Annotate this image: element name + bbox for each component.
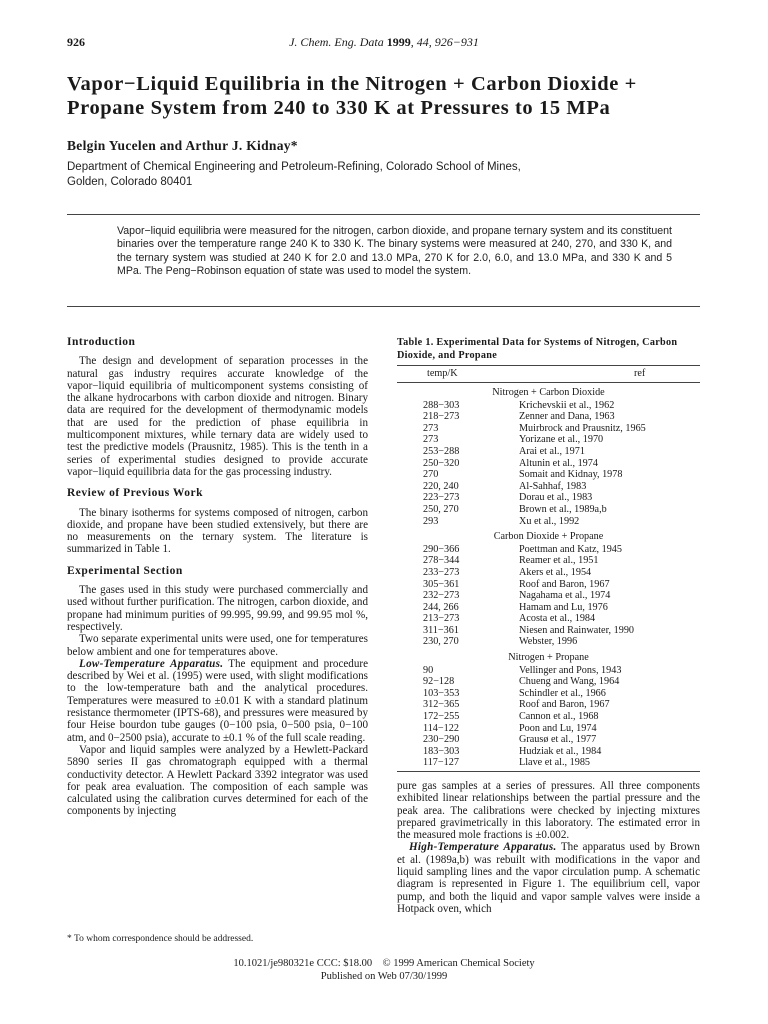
table-cell-ref: Cannon et al., 1968 — [519, 711, 599, 723]
table-group-label: Nitrogen + Propane — [508, 652, 589, 664]
table-row — [397, 469, 700, 481]
table-cell-ref: Krichevskii et al., 1962 — [519, 399, 615, 411]
table-cell-ref: Reamer et al., 1951 — [519, 555, 599, 567]
article-authors: Belgin Yucelen and Arthur J. Kidnay* — [67, 138, 298, 153]
experimental-paragraph-2: Two separate experimental units were used, one for temperatures below ambient and one for temperatures above. — [67, 633, 368, 658]
journal-volume: 44 — [416, 35, 429, 49]
table-1 — [397, 365, 700, 772]
table-row — [397, 723, 700, 735]
high-temp-heading: High-Temperature Apparatus. — [409, 841, 557, 854]
review-heading: Review of Previous Work — [67, 487, 203, 500]
table-col-ref: ref — [634, 368, 646, 379]
table-row — [397, 458, 700, 470]
table-cell-temp: 117−127 — [397, 757, 519, 771]
table-cell-ref: Niesen and Rainwater, 1990 — [519, 624, 635, 636]
abstract-bottom-rule — [67, 306, 700, 307]
journal-name: J. Chem. Eng. Data — [289, 35, 384, 49]
table-group-row — [397, 527, 700, 544]
table-row — [397, 665, 700, 677]
table-cell-ref: Roof and Baron, 1967 — [519, 578, 610, 590]
table-row — [397, 400, 700, 412]
table-row — [397, 625, 700, 637]
table-row — [397, 613, 700, 625]
footer-published: Published on Web 07/30/1999 — [320, 971, 448, 982]
table-cell-temp: 273 — [423, 422, 439, 434]
table-cell-ref: Poettman and Katz, 1945 — [519, 543, 622, 555]
table-cell-temp: 230−290 — [423, 734, 460, 746]
affiliation-line-2: Golden, Colorado 80401 — [67, 176, 193, 188]
journal-citation: J. Chem. Eng. Data 1999, 44, 926−931 — [289, 35, 479, 49]
table-row — [397, 423, 700, 435]
table-cell-ref: Dorau et al., 1983 — [519, 492, 593, 504]
table-header-row — [397, 366, 700, 383]
table-row — [397, 516, 700, 528]
author-affiliation — [67, 160, 667, 190]
table-cell-ref: Poon and Lu, 1974 — [519, 722, 597, 734]
abstract: Vapor−liquid equilibria were measured for the nitrogen, carbon dioxide, and propane ternary system and its constituent binaries over the temperature range 240 K to 330 K. The binary systems were measured at 240, 270, and 330 K, and the ternary system was studied at 240 K for 2.0 and 13.0 MPa, 270 K for 2.0, 6.0, and 13.0 MPa, and 330 K and 5 MPa. The Peng−Robinson equation of state was used to model the system. — [117, 225, 672, 277]
table-row — [397, 602, 700, 614]
experimental-paragraph-1: The gases used in this study were purchased commercially and used without further purification. The nitrogen, carbon dioxide, and propane had minimum purities of 99.995, 99.99, and 99.95 mol %, respectively. — [67, 584, 368, 633]
table-cell-ref: Webster, 1996 — [519, 636, 578, 648]
table-cell-ref: Zenner and Dana, 1963 — [519, 411, 615, 423]
table-row — [397, 688, 700, 700]
table-cell-temp: 172−255 — [423, 711, 460, 723]
table-cell-temp: 183−303 — [423, 745, 460, 757]
low-temp-heading: Low-Temperature Apparatus. — [79, 657, 224, 670]
table-row — [397, 636, 700, 648]
table-row — [397, 567, 700, 579]
table-cell-temp: 250, 270 — [423, 503, 459, 515]
table-cell-ref: Muirbrock and Prausnitz, 1965 — [519, 422, 646, 434]
table-cell-temp: 244, 266 — [423, 601, 459, 613]
table-cell-temp: 220, 240 — [423, 480, 459, 492]
table-cell-temp: 114−122 — [423, 722, 459, 734]
table-cell-ref: Brown et al., 1989a,b — [519, 503, 607, 515]
table-cell-temp: 223−273 — [423, 492, 460, 504]
table-group-row — [397, 648, 700, 665]
correspondence-footnote: * To whom correspondence should be addressed. — [67, 934, 254, 944]
table-cell-temp: 213−273 — [423, 613, 460, 625]
table-row — [397, 590, 700, 602]
table-cell-temp: 312−365 — [423, 699, 460, 711]
intro-heading: Introduction — [67, 336, 136, 348]
table-cell-temp: 92−128 — [423, 676, 455, 688]
table-cell-temp: 230, 270 — [423, 636, 459, 648]
table-cell-temp: 250−320 — [423, 457, 460, 469]
table-cell-ref: Akers et al., 1954 — [519, 566, 592, 578]
table-cell-temp: 90 — [423, 664, 434, 676]
journal-pages: 926−931 — [434, 35, 479, 49]
table-row — [397, 711, 700, 723]
table-group-row — [397, 383, 700, 400]
table-cell-temp: 278−344 — [423, 555, 460, 567]
table-cell-temp: 293 — [423, 515, 439, 527]
journal-year: 1999 — [386, 35, 411, 49]
table-cell-ref: Nagahama et al., 1974 — [519, 590, 611, 602]
table-row — [397, 699, 700, 711]
table-cell-temp: 311−361 — [423, 624, 459, 636]
review-paragraph: The binary isotherms for systems composed of nitrogen, carbon dioxide, and propane have been studied extensively, but there are no measurements on the ternary system. The literature is summarized in Table 1. — [67, 506, 368, 556]
table-cell-ref: Llave et al., 1985 — [519, 757, 700, 771]
table-row — [397, 411, 700, 423]
table-group-label: Carbon Dioxide + Propane — [493, 531, 604, 543]
table-cell-ref: Chueng and Wang, 1964 — [519, 676, 620, 688]
footer-doi: 10.1021/je980321e CCC: $18.00 © 1999 American Chemical Society — [233, 958, 535, 969]
table-cell-ref: Al-Sahhaf, 1983 — [519, 480, 587, 492]
table-row — [397, 544, 700, 556]
table-cell-temp: 305−361 — [423, 578, 460, 590]
high-temp-text: The apparatus used by Brown et al. (1989a,b) was rebuilt with modifications in the vapor and liquid sampling lines and the vapor circulation pump. A schematic diagram is represented in Figure 1. The equilibrium cell, vapor pump, and both the liquid and vapor sample valves were inside a Hotpack oven, which — [397, 841, 700, 915]
intro-paragraph: The design and development of separation processes in the natural gas industry requires accurate knowledge of the vapor−liquid equilibria of multicomponent systems consisting of the alkane hydrocarbons with carbon dioxide and nitrogen. Binary data are required for the development of thermodynamic models that are used for the prediction of phase equilibria in multicomponent mixtures, while ternary data are widely used to test the predictive models (Prausnitz, 1985). This is the tenth in a series of experimental studies designed to provide accurate vapor−liquid equilibria data for the gas processing industry. — [67, 355, 368, 478]
calibration-paragraph: pure gas samples at a series of pressures. All three components exhibited linear relationships between the partial pressure and the peak area. The calibrations were checked by injecting mixtures prepared gravimetrically in this laboratory. The estimated error in the measured mole fractions is ±0.002. — [397, 780, 700, 842]
table-cell-ref: Grausø et al., 1977 — [519, 734, 597, 746]
table-cell-temp: 290−366 — [423, 543, 460, 555]
table-row — [397, 746, 700, 758]
table-cell-ref: Hudziak et al., 1984 — [519, 745, 602, 757]
table-cell-ref: Hamam and Lu, 1976 — [519, 601, 608, 613]
table-row — [397, 734, 700, 746]
gc-paragraph: Vapor and liquid samples were analyzed by a Hewlett-Packard 5890 series II gas chromatograph equipped with a thermal conductivity detector. A Hewlett Packard 3392 integrator was used for peak area evaluation. The composition of each sample was calculated using the calibration curves determined for each of the components by injecting — [67, 743, 368, 818]
table-row — [397, 555, 700, 567]
table-cell-ref: Xu et al., 1992 — [519, 515, 580, 527]
table-cell-temp: 273 — [423, 434, 439, 446]
table-row — [397, 492, 700, 504]
table-cell-ref: Yorizane et al., 1970 — [519, 434, 604, 446]
table-row — [397, 434, 700, 446]
table-cell-temp: 253−288 — [423, 445, 460, 457]
table-1-caption: Table 1. Experimental Data for Systems of Nitrogen, Carbon Dioxide, and Propane — [397, 337, 678, 361]
table-row — [397, 676, 700, 688]
high-temp-paragraph — [397, 841, 700, 915]
affiliation-line-1: Department of Chemical Engineering and Petroleum-Refining, Colorado School of Mines, — [67, 161, 521, 173]
table-cell-temp: 232−273 — [423, 590, 460, 602]
table-cell-temp: 270 — [423, 469, 439, 481]
table-cell-ref: Vellinger and Pons, 1943 — [519, 664, 622, 676]
table-row — [397, 757, 700, 771]
right-column — [397, 780, 700, 915]
table-cell-ref: Arai et al., 1971 — [519, 445, 585, 457]
low-temp-paragraph — [67, 658, 368, 744]
article-title: Vapor−Liquid Equilibria in the Nitrogen + Carbon Dioxide + Propane System from 240 to 330 K at Pressures to 15 MPa — [67, 73, 637, 119]
left-column — [67, 336, 368, 818]
table-row — [397, 481, 700, 493]
table-row — [397, 446, 700, 458]
table-row — [397, 579, 700, 591]
low-temp-text: The equipment and procedure described by Wei et al. (1995) were used, with slight modifications to the low-temperature bath and the analytical procedures. Temperatures were measured to ±0.01 K with a standard platinum resistance thermometer (IPTS-68), and pressures were measured by four Heise bourdon tube gauges (0−100 psia, 0−500 psia, 0−100 atm, and 0−2500 psia), accurate to ±0.1 % of the full scale reading. — [67, 657, 368, 744]
table-col-temp: temp/K — [427, 368, 458, 379]
table-cell-temp: 233−273 — [423, 566, 460, 578]
table-cell-ref: Acosta et al., 1984 — [519, 613, 596, 625]
experimental-heading: Experimental Section — [67, 564, 183, 577]
table-cell-ref: Somait and Kidnay, 1978 — [519, 469, 623, 481]
table-cell-temp: 103−353 — [423, 687, 460, 699]
table-row — [397, 504, 700, 516]
page-number: 926 — [67, 35, 85, 49]
table-cell-ref: Altunin et al., 1974 — [519, 457, 598, 469]
table-cell-ref: Roof and Baron, 1967 — [519, 699, 610, 711]
table-cell-temp: 288−303 — [423, 399, 460, 411]
table-cell-ref: Schindler et al., 1966 — [519, 687, 606, 699]
table-group-label: Nitrogen + Carbon Dioxide — [492, 387, 605, 398]
table-cell-temp: 218−273 — [423, 411, 460, 423]
abstract-top-rule — [67, 214, 700, 215]
